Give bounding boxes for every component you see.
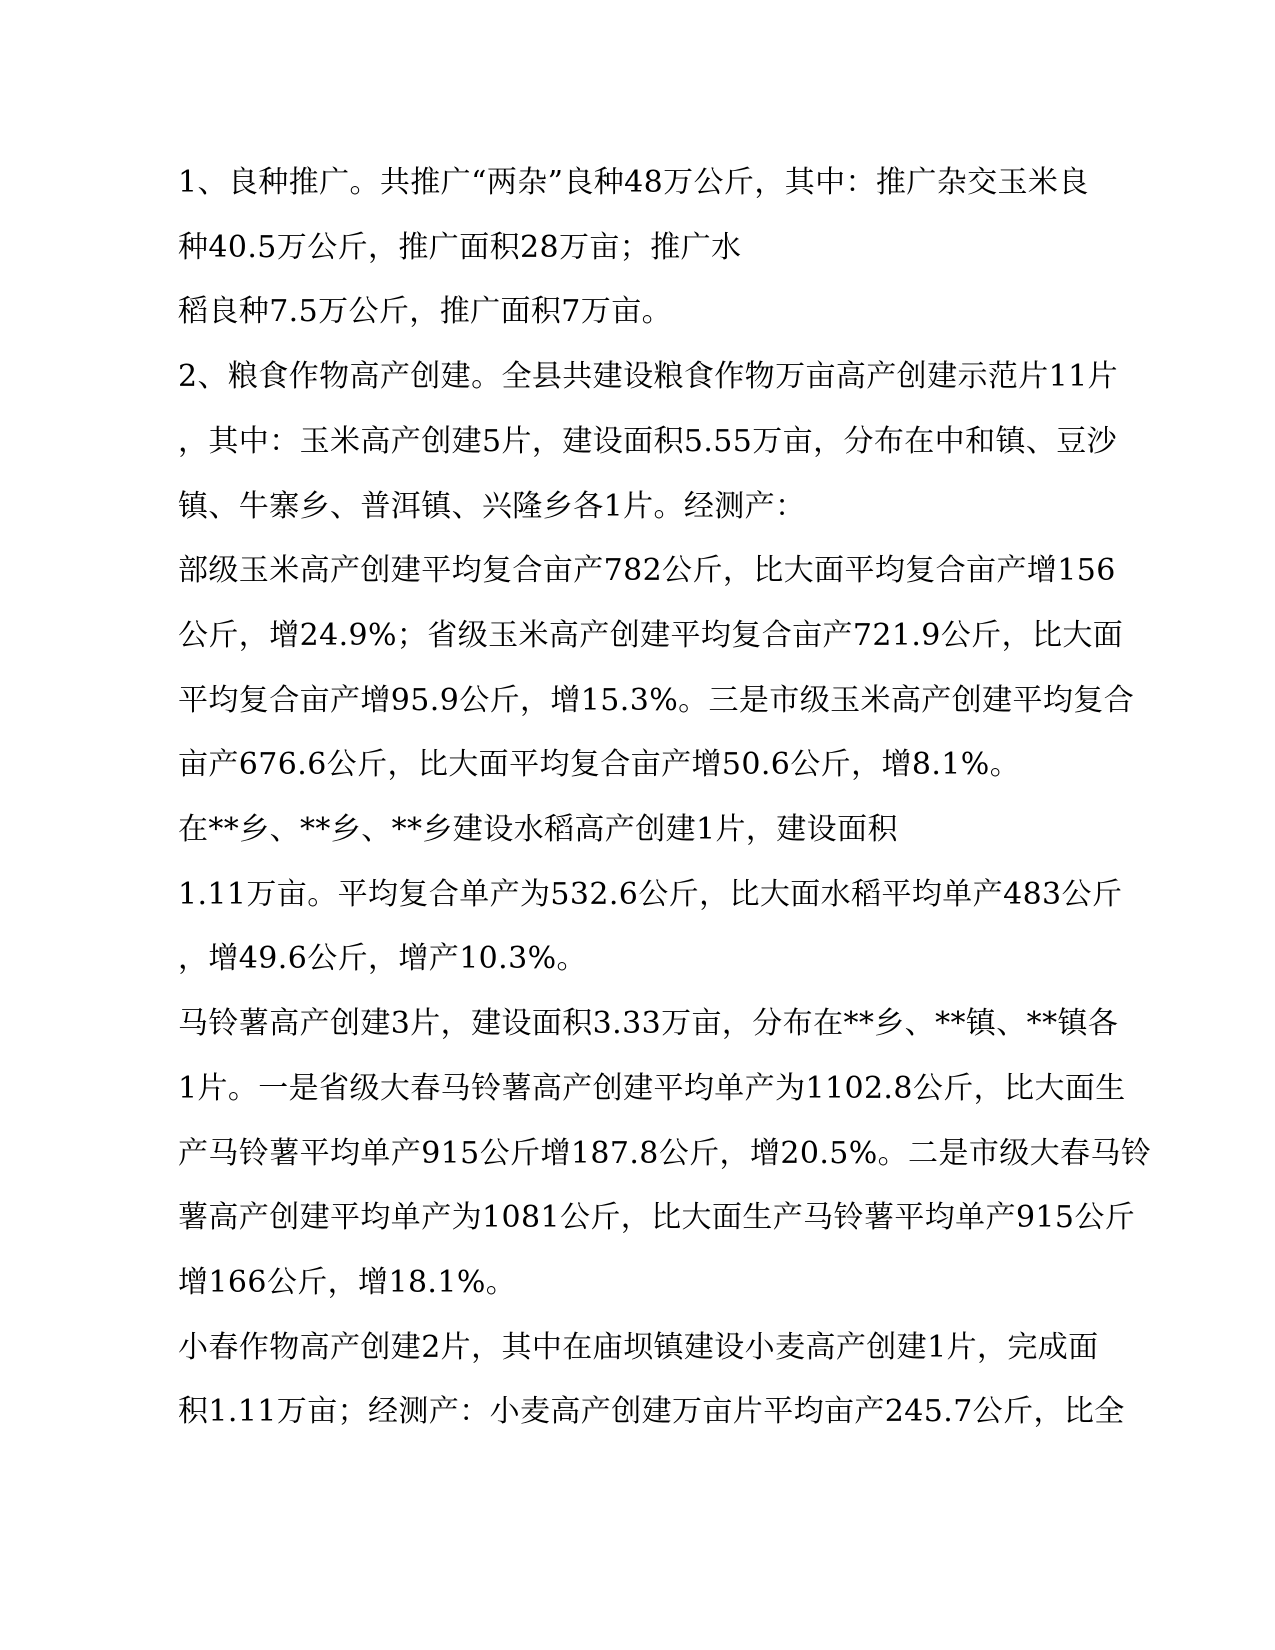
text-line: 增166公斤，增18.1%。	[178, 1264, 517, 1300]
text-line: 薯高产创建平均单产为1081公斤，比大面生产马铃薯平均单产915公斤	[178, 1200, 1136, 1236]
text-line: 部级玉米高产创建平均复合亩产782公斤，比大面平均复合亩产增156	[178, 553, 1116, 589]
text-line: ，增49.6公斤，增产10.3%。	[178, 941, 587, 977]
text-line: 1、良种推广。共推广“两杂”良种48万公斤，其中：推广杂交玉米良	[178, 165, 1089, 200]
text-line: 平均复合亩产增95.9公斤，增15.3%。三是市级玉米高产创建平均复合	[178, 682, 1135, 718]
text-line: 积1.11万亩；经测产：小麦高产创建万亩片平均亩产245.7公斤，比全	[178, 1394, 1125, 1430]
text-line: 产马铃薯平均单产915公斤增187.8公斤，增20.5%。二是市级大春马铃	[178, 1135, 1152, 1171]
text-line: ，其中：玉米高产创建5片，建设面积5.55万亩，分布在中和镇、豆沙	[178, 423, 1118, 459]
text-line: 种40.5万公斤，推广面积28万亩；推广水	[178, 229, 742, 265]
text-line: 小春作物高产创建2片，其中在庙坝镇建设小麦高产创建1片，完成面	[178, 1329, 1099, 1365]
text-line: 马铃薯高产创建3片，建设面积3.33万亩，分布在**乡、**镇、**镇各	[178, 1006, 1119, 1042]
text-line: 1片。一是省级大春马铃薯高产创建平均单产为1102.8公斤，比大面生	[178, 1070, 1126, 1106]
document-body	[178, 151, 1152, 1445]
text-line: 2、粮食作物高产创建。全县共建设粮食作物万亩高产创建示范片11片	[178, 359, 1119, 395]
text-line: 镇、牛寨乡、普洱镇、兴隆乡各1片。经测产：	[178, 488, 806, 524]
text-line: 在**乡、**乡、**乡建设水稻高产创建1片，建设面积	[178, 812, 898, 848]
text-line: 亩产676.6公斤，比大面平均复合亩产增50.6公斤，增8.1%。	[178, 747, 1021, 783]
text-line: 1.11万亩。平均复合单产为532.6公斤，比大面水稻平均单产483公斤	[178, 876, 1123, 912]
text-line: 稻良种7.5万公斤，推广面积7万亩。	[178, 294, 672, 330]
text-line: 公斤，增24.9%；省级玉米高产创建平均复合亩产721.9公斤，比大面	[178, 617, 1124, 653]
